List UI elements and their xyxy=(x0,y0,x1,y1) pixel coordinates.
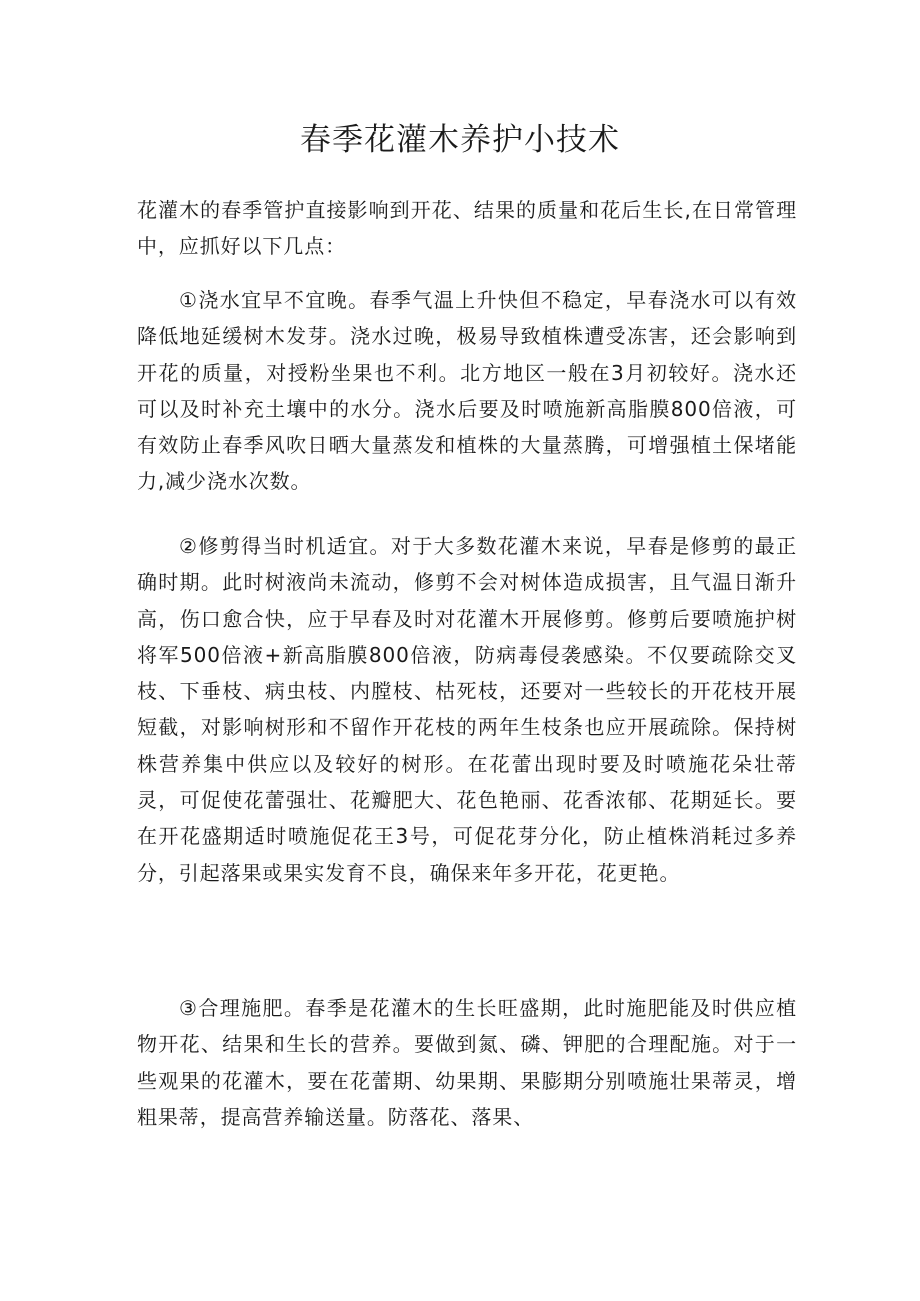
paragraph-fertilizing: ③合理施肥。春季是花灌木的生长旺盛期，此时施肥能及时供应植物开花、结果和生长的营养。要做到氮、磷、钾肥的合理配施。对于一些观果的花灌木，要在花蕾期、幼果期、果膨期分别喷施壮果蒂灵，增粗果蒂，提高营养输送量。防落花、落果、 xyxy=(137,996,797,1129)
intro-paragraph: 花灌木的春季管护直接影响到开花、结果的质量和花后生长,在日常管理中，应抓好以下几点： xyxy=(137,198,797,259)
paragraph-pruning: ②修剪得当时机适宜。对于大多数花灌木来说，早春是修剪的最正确时期。此时树液尚未流动，修剪不会对树体造成损害，且气温日渐升高，伤口愈合快，应于早春及时对花灌木开展修剪。修剪后要喷施护树将军500倍液+新高脂膜800倍液，防病毒侵袭感染。不仅要疏除交叉枝、下垂枝、病虫枝、内膛枝、枯死枝，还要对一些较长的开花枝开展短截，对影响树形和不留作开花枝的两年生枝条也应开展疏除。保持树株营养集中供应以及较好的树形。在花蕾出现时要及时喷施花朵壮蒂灵，可促使花蕾强壮、花瓣肥大、花色艳丽、花香浓郁、花期延长。要在开花盛期适时喷施促花王3号，可促花芽分化，防止植株消耗过多养分，引起落果或果实发育不良，确保来年多开花，花更艳。 xyxy=(137,534,797,885)
paragraph-watering: ①浇水宜早不宜晚。春季气温上升快但不稳定，早春浇水可以有效降低地延缓树木发芽。浇水过晚，极易导致植株遭受冻害，还会影响到开花的质量，对授粉坐果也不利。北方地区一般在3月初较好。浇水还可以及时补充土壤中的水分。浇水后要及时喷施新高脂膜800倍液，可有效防止春季风吹日晒大量蒸发和植株的大量蒸腾，可增强植土保堵能力,减少浇水次数。 xyxy=(137,288,797,494)
document-title: 春季花灌木养护小技术 xyxy=(300,122,620,158)
